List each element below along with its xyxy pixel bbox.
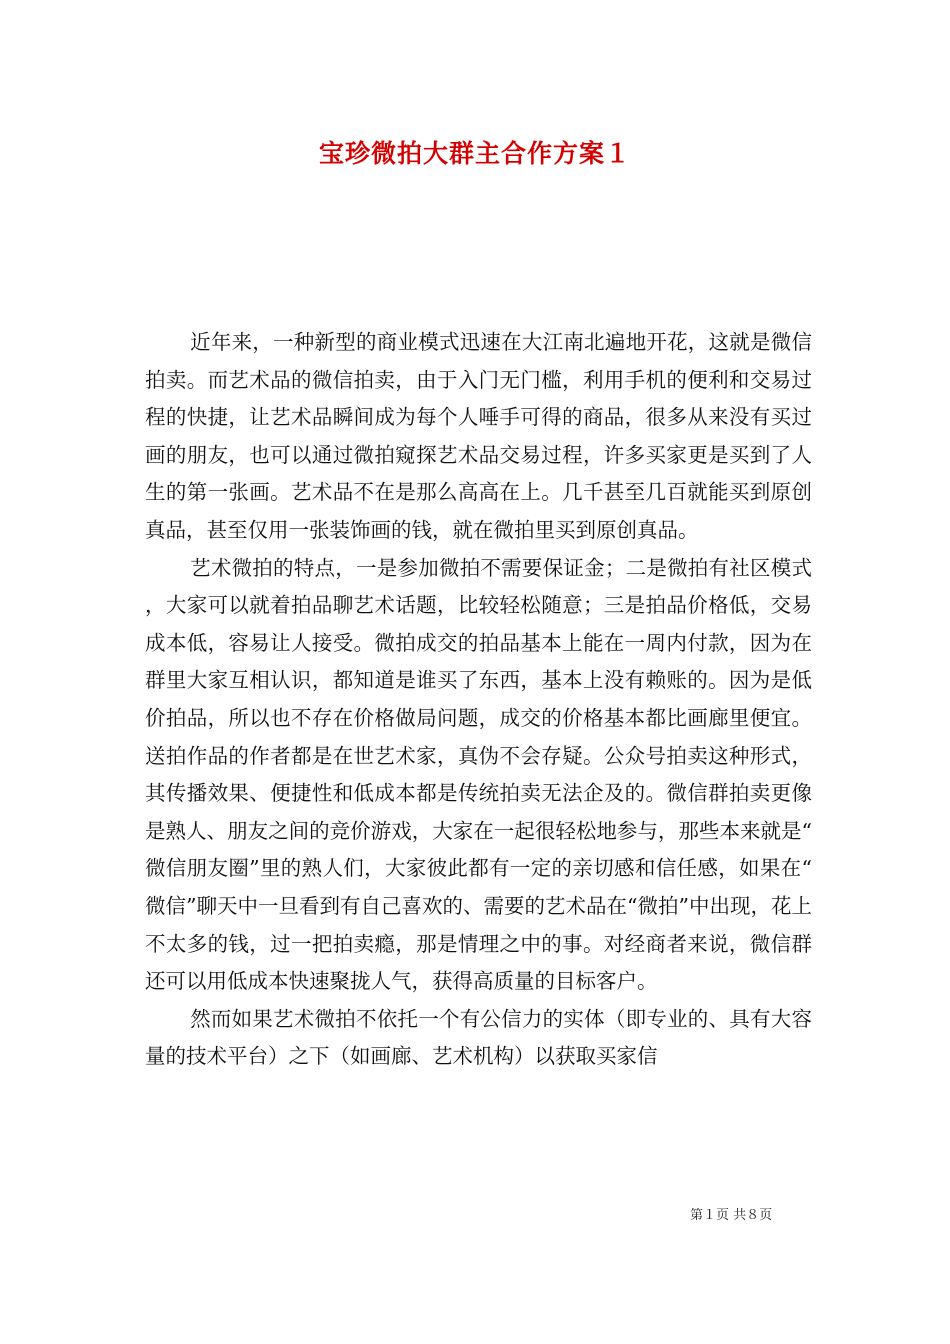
paragraph-features: 艺术微拍的特点，一是参加微拍不需要保证金；二是微拍有社区模式，大家可以就着拍品聊艺术话题，比较轻松随意；三是拍品价格低，交易成本低，容易让人接受。微拍成交的拍品基本上能在一周内付款，因为在群里大家互相认识，都知道是谁买了东西，基本上没有赖账的。因为是低价拍品，所以也不存在价格做局问题，成交的价格基本都比画廊里便宜。送拍作品的作者都是在世艺术家，真伪不会存疑。公众号拍卖这种形式，其传播效果、便捷性和低成本都是传统拍卖无法企及的。微信群拍卖更像是熟人、朋友之间的竞价游戏，大家在一起很轻松地参与，那些本来就是“微信朋友圈”里的熟人们，大家彼此都有一定的亲切感和信任感，如果在“微信”聊天中一旦看到有自己喜欢的、需要的艺术品在“微拍”中出现，花上不太多的钱，过一把拍卖瘾，那是情理之中的事。对经商者来说，微信群还可以用低成本快速聚拢人气，获得高质量的目标客户。 <box>145 555 812 994</box>
document-title: 宝珍微拍大群主合作方案１ <box>318 139 631 168</box>
page-number-footer: 第１页 共８页 <box>690 1208 773 1223</box>
paragraph-however: 然而如果艺术微拍不依托一个有公信力的实体（即专业的、具有大容量的技术平台）之下（如画廊、艺术机构）以获取买家信 <box>145 1006 812 1069</box>
paragraph-intro: 近年来，一种新型的商业模式迅速在大江南北遍地开花，这就是微信拍卖。而艺术品的微信拍卖，由于入门无门槛，利用手机的便利和交易过程的快捷，让艺术品瞬间成为每个人唾手可得的商品，很多从来没有买过画的朋友，也可以通过微拍窥探艺术品交易过程，许多买家更是买到了人生的第一张画。艺术品不在是那么高高在上。几千甚至几百就能买到原创真品，甚至仅用一张装饰画的钱，就在微拍里买到原创真品。 <box>145 330 812 542</box>
document-body <box>145 324 812 1076</box>
